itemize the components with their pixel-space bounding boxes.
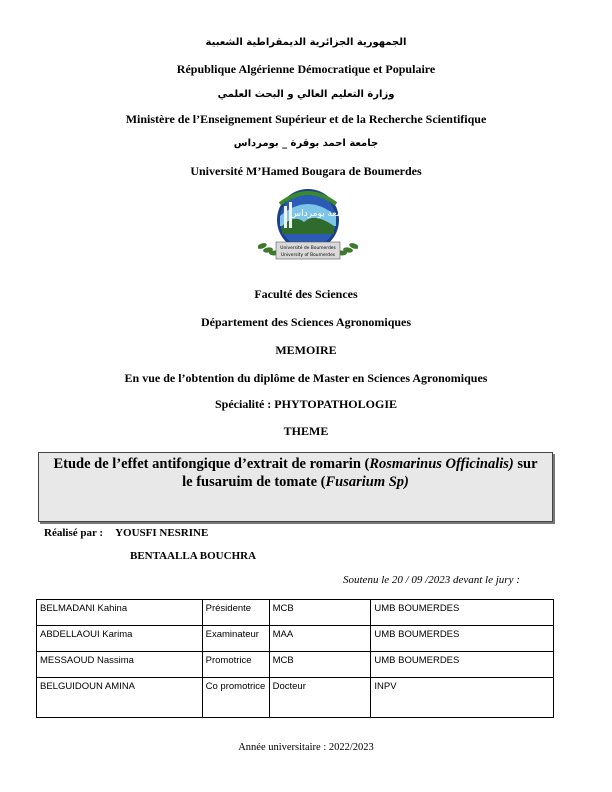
- table-row: [37, 600, 554, 626]
- ministry-line: Ministère de l’Enseignement Supérieur et de la Recherche Scientifique: [125, 112, 487, 126]
- logo-line2: University of Boumerdes: [280, 253, 336, 258]
- department-line: Département des Sciences Agronomiques: [200, 315, 412, 329]
- authors-label: Réalisé par :: [44, 527, 104, 539]
- arabic-university-line: جامعة احمد بوقرة _ بومرداس: [233, 138, 379, 149]
- author-name-1: YOUSFI NESRINE: [115, 527, 209, 539]
- jury-role: Présidente: [202, 600, 269, 626]
- jury-name: BELMADANI Kahina: [37, 600, 203, 626]
- jury-role: Promotrice: [202, 652, 269, 678]
- jury-grade: MAA: [269, 626, 371, 652]
- jury-institution: UMB BOUMERDES: [371, 652, 554, 678]
- jury-grade: Docteur: [269, 678, 371, 718]
- author-name-2: BENTAALLA BOUCHRA: [130, 550, 257, 562]
- jury-name: MESSAOUD Nassima: [37, 652, 203, 678]
- jury-grade: MCB: [269, 600, 371, 626]
- university-logo: [258, 186, 358, 268]
- specialty-line: Spécialité : PHYTOPATHOLOGIE: [214, 397, 397, 411]
- objective-line: En vue de l’obtention du diplôme de Master en Sciences Agronomiques: [124, 371, 488, 385]
- jury-institution: UMB BOUMERDES: [371, 600, 554, 626]
- table-row: [37, 652, 554, 678]
- logo-arabic-text: جامعة بومرداس: [290, 209, 350, 219]
- jury-grade: MCB: [269, 652, 371, 678]
- theme-species1: Rosmarinus Officinalis): [369, 456, 514, 472]
- jury-table: [36, 599, 554, 718]
- table-row: [37, 626, 554, 652]
- theme-title-box: [38, 452, 553, 522]
- defense-date-line: Soutenu le 20 / 09 /2023 devant le jury :: [343, 574, 520, 586]
- jury-institution: UMB BOUMERDES: [371, 626, 554, 652]
- theme-species2: Fusarium Sp): [325, 474, 409, 490]
- jury-role: Co promotrice: [202, 678, 269, 718]
- university-logo-emblem-icon: [258, 186, 358, 268]
- jury-name: ABDELLAOUI Karima: [37, 626, 203, 652]
- memoire-title: MEMOIRE: [275, 343, 337, 357]
- logo-line1: Université de Boumerdes: [280, 246, 336, 251]
- academic-year-line: Année universitaire : 2022/2023: [238, 742, 374, 753]
- republic-line: République Algérienne Démocratique et Populaire: [176, 62, 436, 76]
- authors-line: [44, 527, 208, 539]
- theme-text-part2: sur le fusaruim de tomate (: [182, 456, 538, 490]
- theme-text-part1: Etude de l’effet antifongique d’extrait de romarin (: [53, 456, 370, 472]
- arabic-republic-line: الجمهورية الجزائرية الديمقراطية الشعبية: [205, 37, 407, 48]
- university-line: Université M’Hamed Bougara de Boumerdes: [190, 164, 422, 178]
- jury-institution: INPV: [371, 678, 554, 718]
- table-row: [37, 678, 554, 718]
- theme-label: THEME: [283, 424, 329, 438]
- jury-role: Examinateur: [202, 626, 269, 652]
- arabic-ministry-line: وزارة التعليم العالي و البحث العلمي: [217, 89, 395, 100]
- jury-name: BELGUIDOUN AMINA: [37, 678, 203, 718]
- faculty-line: Faculté des Sciences: [254, 287, 358, 301]
